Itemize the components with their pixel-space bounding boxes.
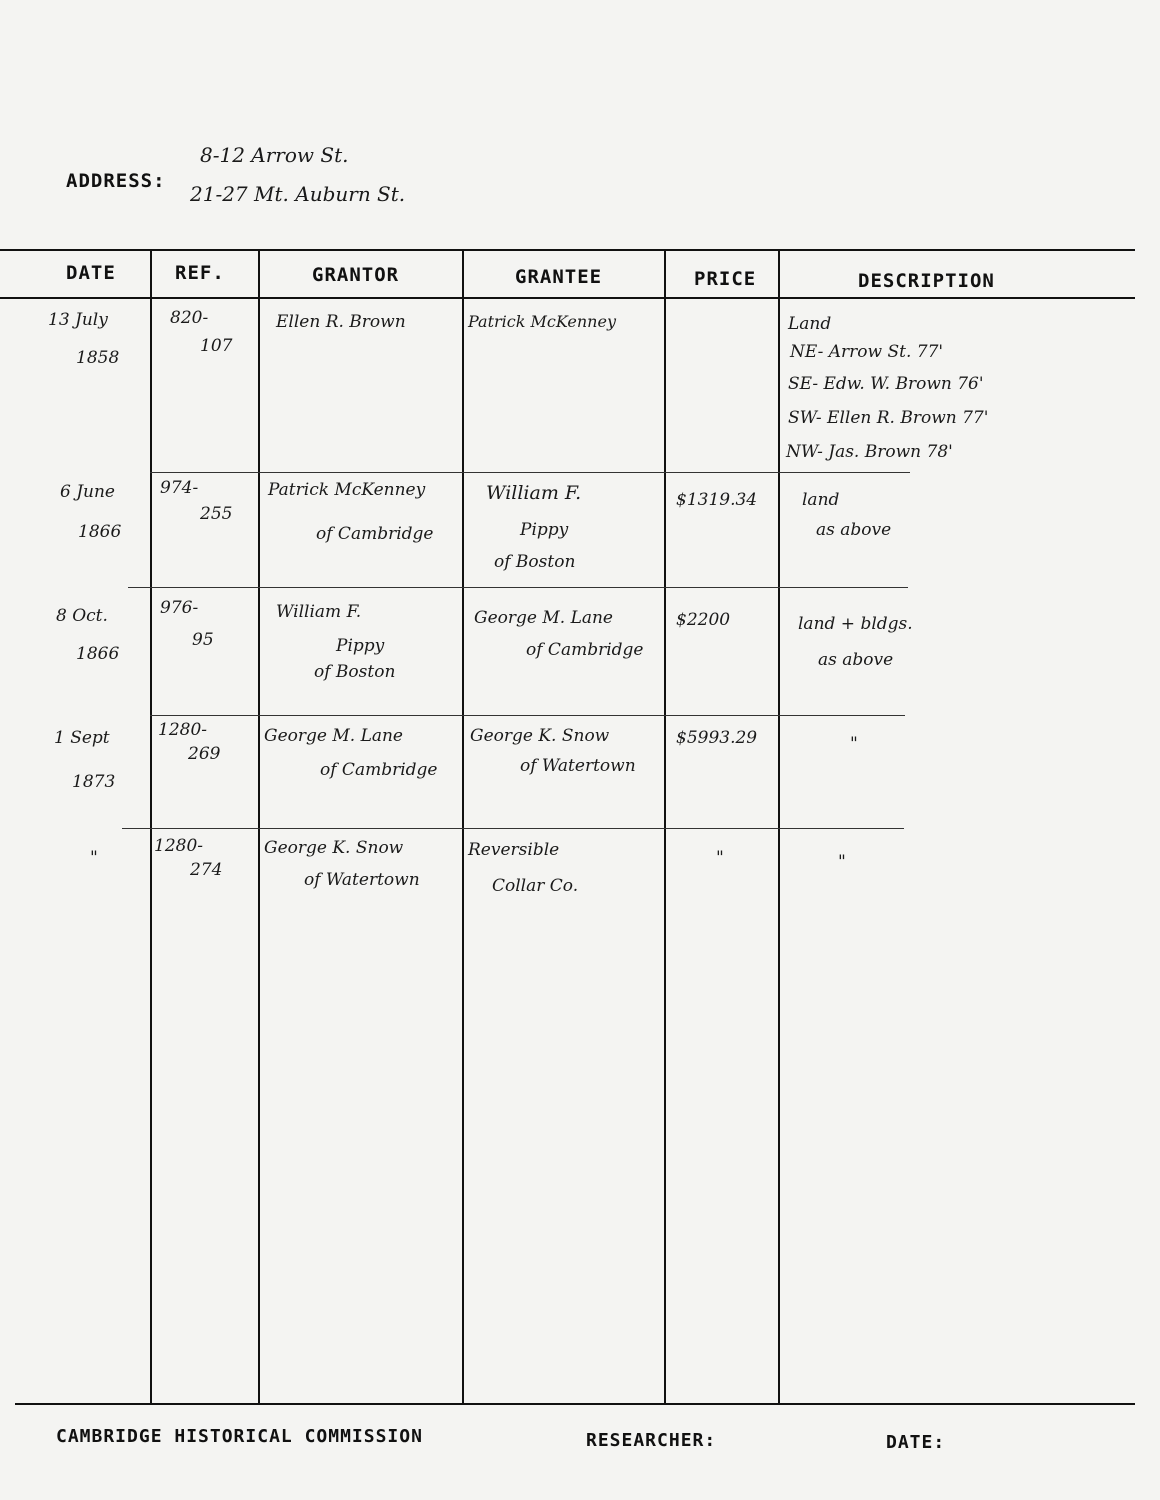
row-separator-4 xyxy=(122,828,904,829)
row2-grantee-line2: Pippy xyxy=(520,520,569,540)
row5-date: " xyxy=(90,848,98,868)
row5-ref-line2: 274 xyxy=(190,860,223,880)
row2-grantor-line2: of Cambridge xyxy=(316,524,434,544)
row3-price: $2200 xyxy=(676,610,731,630)
row1-desc-line2: NE- Arrow St. 77' xyxy=(790,342,944,362)
row2-grantor-line1: Patrick McKenney xyxy=(268,480,426,500)
row4-grantee-line1: George K. Snow xyxy=(470,726,610,746)
address-label: ADDRESS: xyxy=(66,170,166,192)
row-separator-3 xyxy=(150,715,905,716)
row3-grantor-line3: of Boston xyxy=(314,662,396,682)
row1-desc-line5: NW- Jas. Brown 78' xyxy=(786,442,953,462)
row3-grantor-line2: Pippy xyxy=(336,636,385,656)
row4-price: $5993.29 xyxy=(676,728,758,748)
row2-grantee-line3: of Boston xyxy=(494,552,576,572)
row3-date-line1: 8 Oct. xyxy=(56,606,108,626)
row2-desc-line2: as above xyxy=(816,520,892,540)
header-grantor: GRANTOR xyxy=(312,264,400,286)
row5-ref-line1: 1280- xyxy=(154,836,204,856)
row1-desc-line3: SE- Edw. W. Brown 76' xyxy=(788,374,984,394)
row2-grantee-line1: William F. xyxy=(486,482,582,504)
row2-date-line2: 1866 xyxy=(78,522,122,542)
row1-desc-line1: Land xyxy=(788,314,832,334)
row4-date-line1: 1 Sept xyxy=(54,728,110,748)
row5-grantor-line1: George K. Snow xyxy=(264,838,404,858)
row1-desc-line4: SW- Ellen R. Brown 77' xyxy=(788,408,989,428)
col-divider-1 xyxy=(150,249,152,1403)
header-grantee: GRANTEE xyxy=(515,266,603,288)
row1-ref-line2: 107 xyxy=(200,336,233,356)
row-separator-2 xyxy=(128,587,908,588)
row1-ref-line1: 820- xyxy=(170,308,209,328)
row4-ref-line2: 269 xyxy=(188,744,221,764)
row1-date-line2: 1858 xyxy=(76,348,120,368)
row3-desc-line2: as above xyxy=(818,650,894,670)
header-ref: REF. xyxy=(175,262,225,284)
table-top-rule xyxy=(0,249,1135,251)
row4-grantor-line1: George M. Lane xyxy=(264,726,403,746)
row2-desc-line1: land xyxy=(802,490,840,510)
row3-ref-line2: 95 xyxy=(192,630,214,650)
row1-grantee: Patrick McKenney xyxy=(468,312,616,331)
row2-price: $1319.34 xyxy=(676,490,758,510)
row2-ref-line1: 974- xyxy=(160,478,199,498)
col-divider-3 xyxy=(462,249,464,1403)
header-price: PRICE xyxy=(694,268,757,290)
row5-grantee-line2: Collar Co. xyxy=(492,876,579,896)
row3-grantee-line1: George M. Lane xyxy=(474,608,613,628)
row4-grantor-line2: of Cambridge xyxy=(320,760,438,780)
row5-grantee-line1: Reversible xyxy=(468,840,560,860)
row1-date-line1: 13 July xyxy=(48,310,108,330)
row3-desc-line1: land + bldgs. xyxy=(798,614,913,634)
header-description: DESCRIPTION xyxy=(858,270,995,292)
row2-date-line1: 6 June xyxy=(60,482,115,502)
col-divider-5 xyxy=(778,249,780,1403)
row3-date-line2: 1866 xyxy=(76,644,120,664)
row4-desc: " xyxy=(850,734,858,754)
row3-grantee-line2: of Cambridge xyxy=(526,640,644,660)
row1-grantor: Ellen R. Brown xyxy=(276,312,406,332)
header-date: DATE xyxy=(66,262,116,284)
col-divider-4 xyxy=(664,249,666,1403)
col-divider-2 xyxy=(258,249,260,1403)
row4-grantee-line2: of Watertown xyxy=(520,756,636,776)
row3-ref-line1: 976- xyxy=(160,598,199,618)
row4-ref-line1: 1280- xyxy=(158,720,208,740)
address-line-2: 21-27 Mt. Auburn St. xyxy=(190,182,406,206)
footer-organization: CAMBRIDGE HISTORICAL COMMISSION xyxy=(56,1426,423,1447)
row2-ref-line2: 255 xyxy=(200,504,233,524)
row-separator-1 xyxy=(150,472,910,473)
row5-grantor-line2: of Watertown xyxy=(304,870,420,890)
address-line-1: 8-12 Arrow St. xyxy=(200,143,349,167)
row3-grantor-line1: William F. xyxy=(276,602,362,622)
table-bottom-rule xyxy=(15,1403,1135,1405)
header-bottom-rule xyxy=(0,297,1135,299)
footer-researcher-label: RESEARCHER: xyxy=(586,1430,717,1451)
row4-date-line2: 1873 xyxy=(72,772,116,792)
row5-price: " xyxy=(716,848,724,868)
footer-date-label: DATE: xyxy=(886,1432,946,1453)
row5-desc: " xyxy=(838,852,846,872)
